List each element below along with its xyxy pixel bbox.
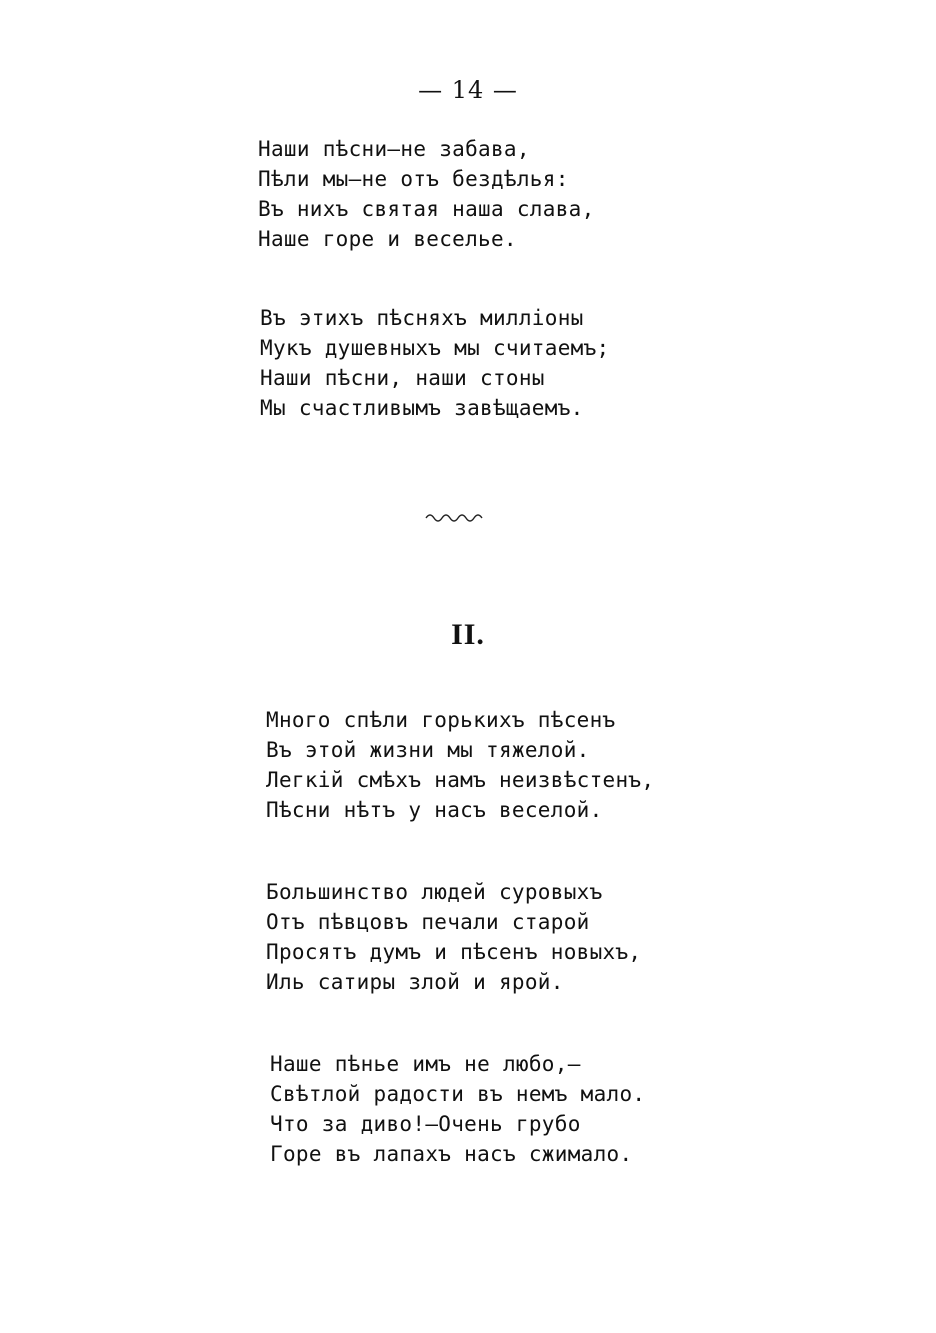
stanza: [266, 705, 654, 825]
verse-line: Наши пѣсни—не забава,: [258, 137, 530, 161]
verse-line: Въ нихъ святая наша слава,: [258, 197, 595, 221]
verse-line: Много спѣли горькихъ пѣсенъ: [266, 708, 616, 732]
verse-line: Въ этой жизни мы тяжелой.: [266, 738, 590, 762]
verse-line: Наше горе и веселье.: [258, 227, 517, 251]
verse-line: Легкій смѣхъ намъ неизвѣстенъ,: [266, 768, 655, 792]
verse-line: Пѣли мы—не отъ бездѣлья:: [258, 167, 569, 191]
wave-ornament-icon: [424, 507, 484, 523]
page-number: — 14 —: [418, 76, 518, 104]
verse-line: Иль сатиры злой и ярой.: [266, 970, 564, 994]
verse-line: Горе въ лапахъ насъ сжимало.: [270, 1142, 633, 1166]
section-heading: II.: [451, 618, 485, 651]
verse-line: Мукъ душевныхъ мы считаемъ;: [260, 336, 610, 360]
stanza: [266, 877, 641, 997]
verse-line: Свѣтлой радости въ немъ мало.: [270, 1082, 646, 1106]
verse-line: Большинство людей суровыхъ: [266, 880, 603, 904]
verse-line: Что за диво!—Очень грубо: [270, 1112, 581, 1136]
stanza: [260, 303, 609, 423]
verse-line: Мы счастливымъ завѣщаемъ.: [260, 396, 584, 420]
stanza: [258, 134, 595, 254]
verse-line: Просятъ думъ и пѣсенъ новыхъ,: [266, 940, 642, 964]
verse-line: Отъ пѣвцовъ печали старой: [266, 910, 590, 934]
verse-line: Наши пѣсни, наши стоны: [260, 366, 545, 390]
verse-line: Наше пѣнье имъ не любо,—: [270, 1052, 581, 1076]
stanza: [270, 1049, 645, 1169]
verse-line: Въ этихъ пѣсняхъ милліоны: [260, 306, 584, 330]
verse-line: Пѣсни нѣтъ у насъ веселой.: [266, 798, 603, 822]
